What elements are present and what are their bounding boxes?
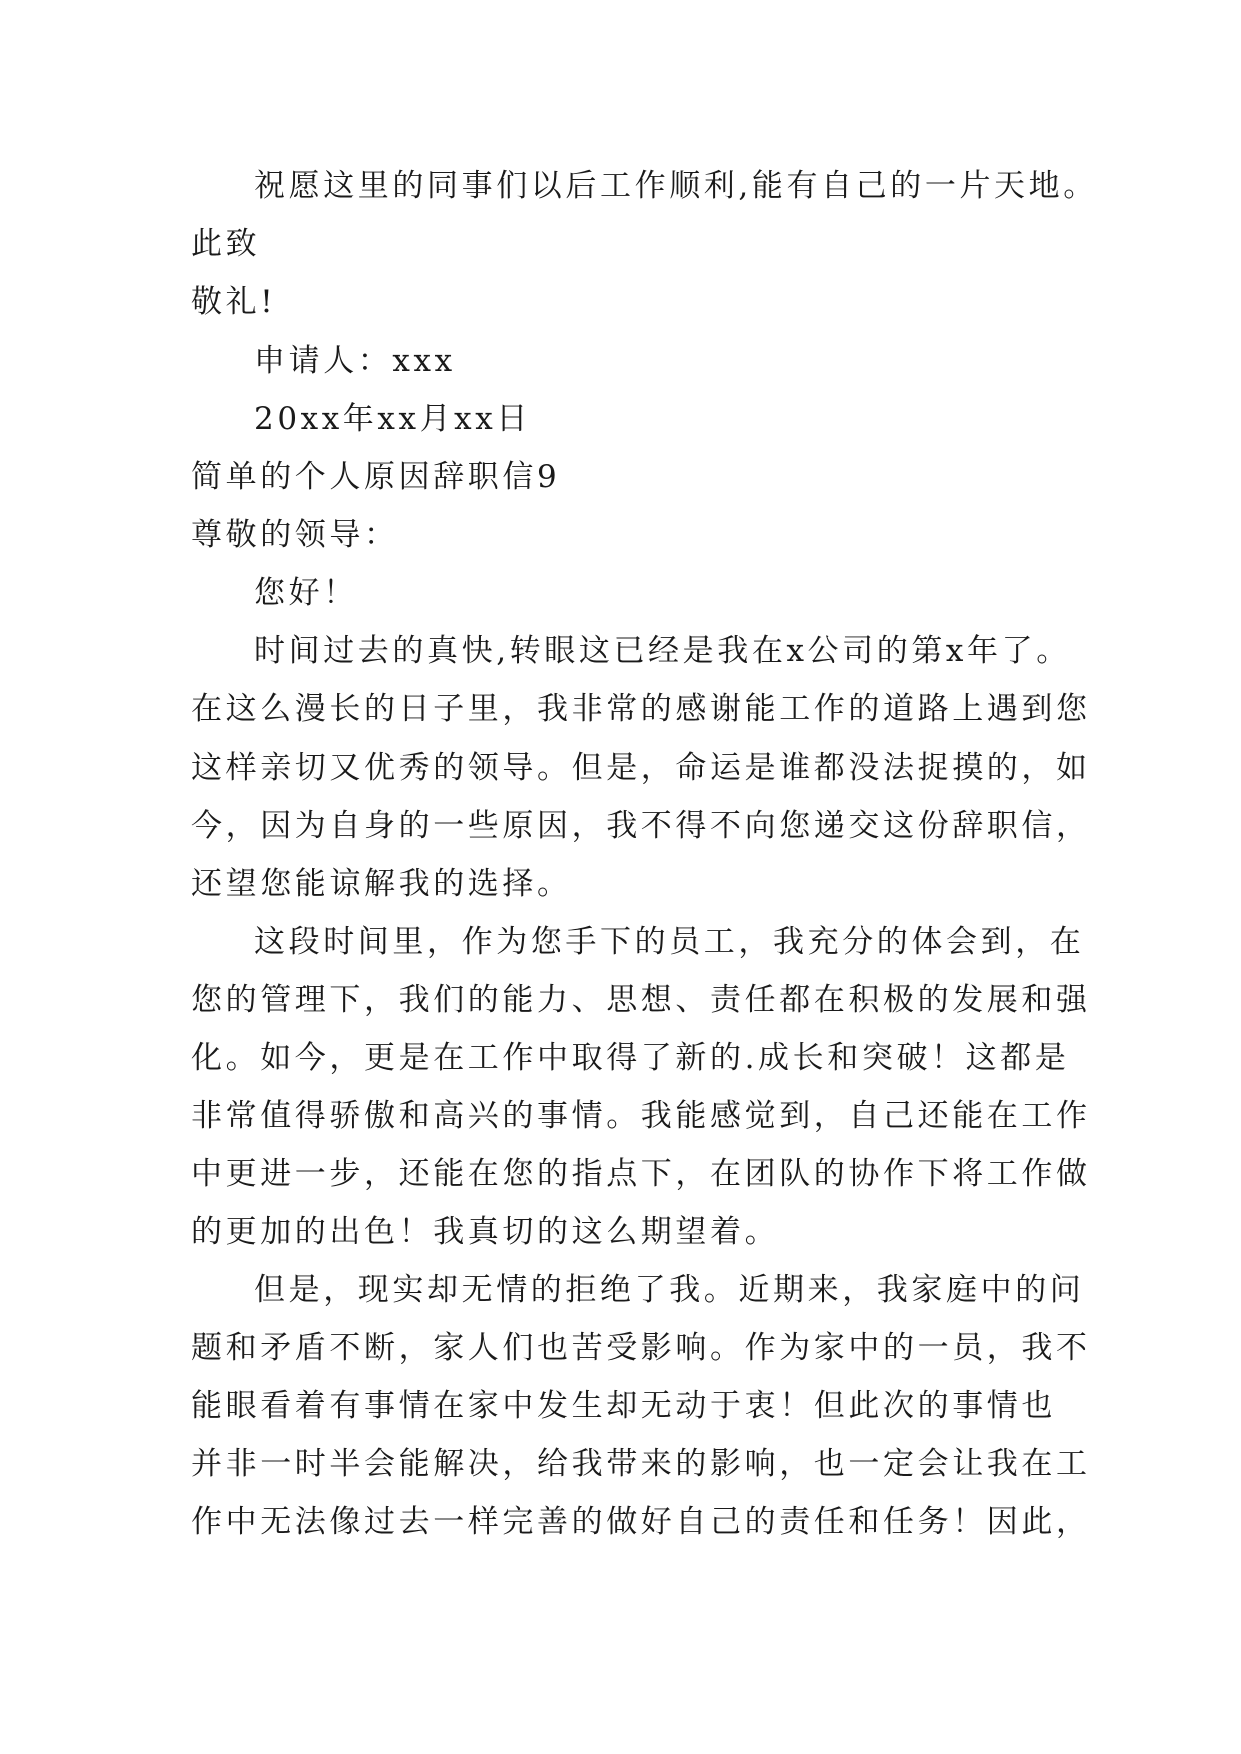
paragraph-wishes: 祝愿这里的同事们以后工作顺利,能有自己的一片天地。 [254, 168, 1098, 204]
body-line: 这样亲切又优秀的领导。但是，命运是谁都没法捉摸的，如 [191, 750, 1091, 786]
letter-date: 20xx年xx月xx日 [254, 401, 531, 437]
body-line: 中更进一步，还能在您的指点下，在团队的协作下将工作做 [191, 1156, 1091, 1192]
body-line: 的更加的出色！我真切的这么期望着。 [191, 1214, 780, 1250]
body-line: 但是，现实却无情的拒绝了我。近期来，我家庭中的问 [254, 1272, 1085, 1308]
closing-regards: 敬礼! [191, 284, 277, 320]
body-line: 非常值得骄傲和高兴的事情。我能感觉到，自己还能在工作 [191, 1098, 1091, 1134]
body-line: 还望您能谅解我的选择。 [191, 866, 572, 902]
body-line: 时间过去的真快,转眼这已经是我在x公司的第x年了。 [254, 633, 1071, 669]
letter-title: 简单的个人原因辞职信9 [191, 459, 561, 495]
applicant-signature: 申请人：xxx [254, 343, 456, 379]
body-line: 今，因为自身的一些原因，我不得不向您递交这份辞职信， [191, 808, 1091, 844]
body-line: 在这么漫长的日子里，我非常的感谢能工作的道路上遇到您 [191, 691, 1091, 727]
greeting-hello: 您好！ [254, 575, 358, 611]
body-line: 您的管理下，我们的能力、思想、责任都在积极的发展和强 [191, 982, 1091, 1018]
greeting-recipient: 尊敬的领导： [191, 517, 399, 553]
body-line: 作中无法像过去一样完善的做好自己的责任和任务！因此， [191, 1504, 1091, 1540]
body-line: 化。如今，更是在工作中取得了新的.成长和突破！这都是 [191, 1040, 1070, 1076]
body-line: 能眼看着有事情在家中发生却无动于衷！但此次的事情也 [191, 1388, 1056, 1424]
closing-salutation: 此致 [191, 226, 261, 262]
body-line: 题和矛盾不断，家人们也苦受影响。作为家中的一员，我不 [191, 1330, 1091, 1366]
body-line: 并非一时半会能解决，给我带来的影响，也一定会让我在工 [191, 1446, 1091, 1482]
body-line: 这段时间里，作为您手下的员工，我充分的体会到，在 [254, 924, 1085, 960]
